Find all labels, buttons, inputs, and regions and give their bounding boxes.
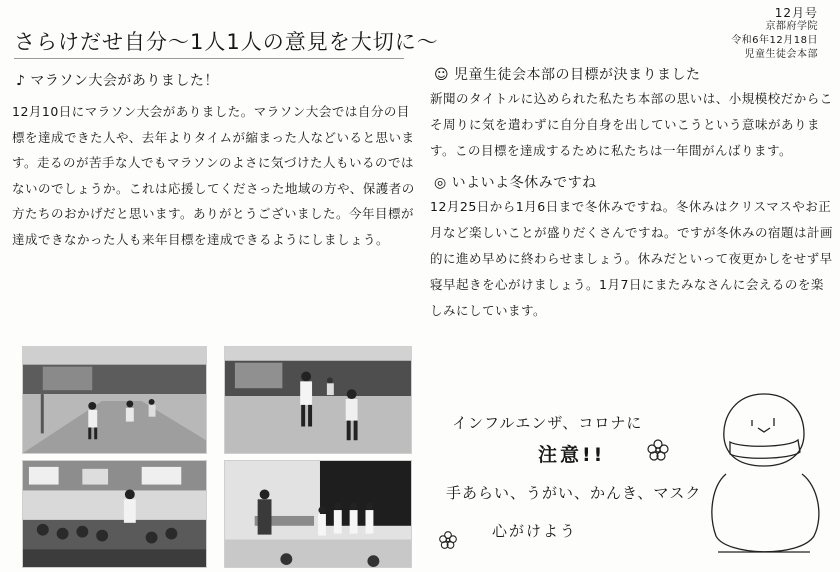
photo-runners-outdoor-2: [224, 346, 412, 454]
marathon-body: 12月10日にマラソン大会がありました。マラソン大会では自分の目標を達成できた人や、去年よりタイムが縮まった人などいると思います。走るのが苦手な人でもマラソンのよさに気づけた人もいるのではないのでしょうか。これは応援してくださった地域の方や、保護者の方たちのおかげだと思います。ありがとうございました。今年目標が達成できなかった人も来年目標を達成できるようにしましょう。: [12, 104, 415, 247]
snowman-doodle-icon: [700, 382, 828, 560]
photo-award-ceremony: [224, 460, 412, 568]
photo-gym-audience: [22, 460, 207, 568]
winter-body: 12月25日から1月6日まで冬休みですね。冬休みはクリスマスやお正月など楽しいことが盛りだくさんですね。ですが冬休みの宿題は計画的に進め早めに終わらせましょう。休みだといって夜更かしをせず早寝早起きを心がけましょう。1月7日にまたみなさんに会えるのを楽しみにしています。: [430, 199, 834, 318]
reminder-line-illness: インフルエンザ、コロナに: [452, 414, 643, 432]
title-underline: [14, 58, 404, 59]
reminder-line-habits: 手あらい、うがい、かんき、マスク: [446, 484, 702, 502]
right-column: [430, 64, 834, 324]
marathon-article: [12, 70, 420, 252]
goals-heading: ☺ 児童生徒会本部の目標が決まりました: [434, 67, 701, 83]
issuer-block: [638, 6, 818, 62]
marathon-heading: ♪ マラソン大会がありました！: [16, 73, 219, 89]
reminder-line-closing: 心がけよう: [492, 522, 578, 540]
issuer-school: 京都府学院: [765, 21, 818, 32]
newsletter-title: さらけだせ自分〜1人1人の意見を大切に〜: [14, 30, 439, 54]
issue-label: 12月号: [774, 6, 818, 20]
photo-runners-outdoor-1: [22, 346, 207, 454]
reminder-line-caution: 注意!!: [538, 444, 606, 466]
flower-doodle-small-icon: [438, 530, 458, 550]
issuer-date: 令和6年12月18日: [731, 35, 818, 46]
goals-body: 新聞のタイトルに込められた私たち本部の思いは、小規模校だからこそ周りに気を遣わずに自分自身を出していこうという意味があります。この目標を達成するために私たちは一年間がんばります。: [430, 91, 833, 158]
winter-heading: ◎ いよいよ冬休みですね: [434, 175, 597, 191]
issuer-org: 児童生徒会本部: [744, 49, 818, 60]
flower-doodle-icon: [646, 438, 670, 462]
